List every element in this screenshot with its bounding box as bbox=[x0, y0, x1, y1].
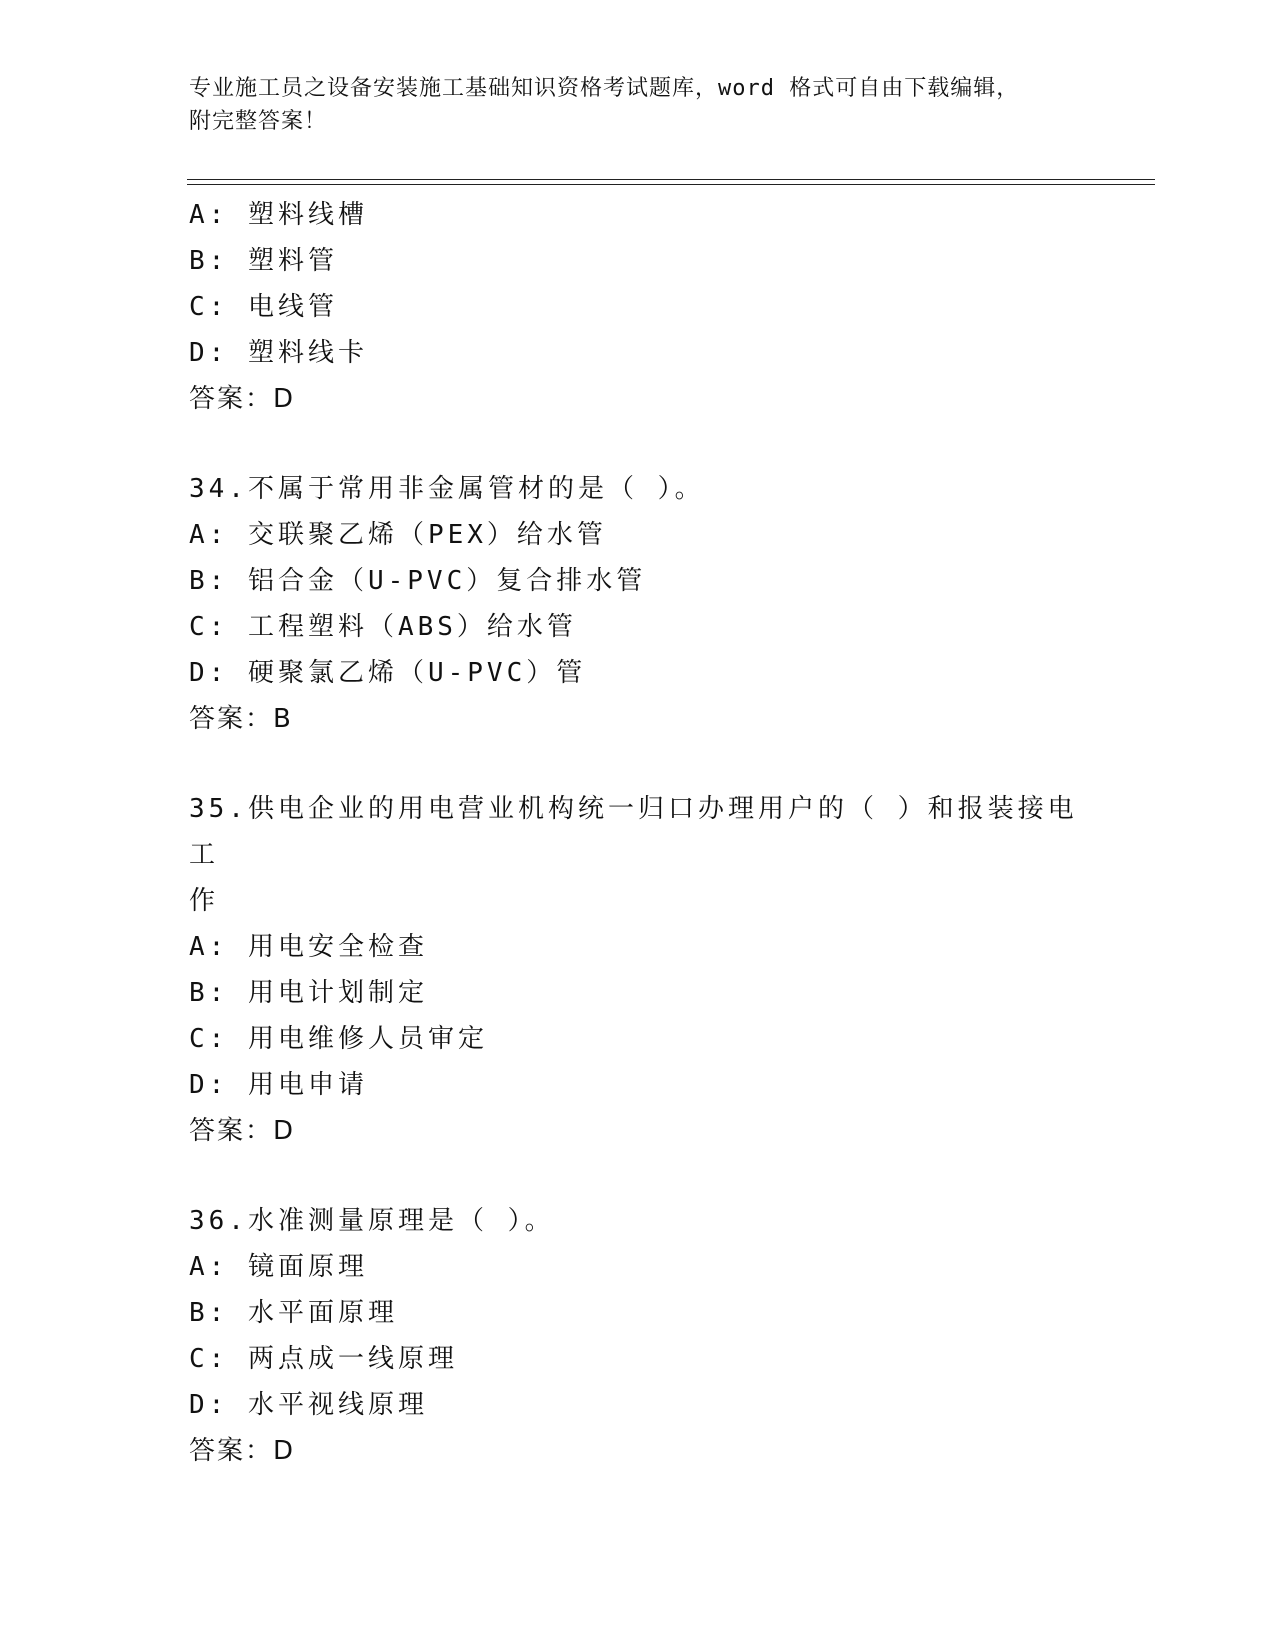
question-block-33 bbox=[189, 192, 1089, 422]
option-d: D: 硬聚氯乙烯（U-PVC）管 bbox=[189, 658, 587, 688]
answer-text: 答案：B bbox=[189, 704, 293, 734]
question-text-line-2: 作 bbox=[189, 886, 220, 916]
option-a: A: 用电安全检查 bbox=[189, 932, 428, 962]
option-c: C: 用电维修人员审定 bbox=[189, 1024, 488, 1054]
option-b: B: 用电计划制定 bbox=[189, 978, 428, 1008]
option-a: A: 交联聚乙烯（PEX）给水管 bbox=[189, 520, 607, 550]
question-block-36 bbox=[189, 1198, 1089, 1474]
question-block-34 bbox=[189, 466, 1089, 742]
option-d: D: 塑料线卡 bbox=[189, 338, 368, 368]
option-c: C: 工程塑料（ABS）给水管 bbox=[189, 612, 577, 642]
option-d: D: 用电申请 bbox=[189, 1070, 368, 1100]
question-block-35 bbox=[189, 786, 1089, 1154]
answer-text: 答案：D bbox=[189, 384, 296, 414]
option-b: B: 水平面原理 bbox=[189, 1298, 398, 1328]
answer-text: 答案：D bbox=[189, 1116, 296, 1146]
answer-text: 答案：D bbox=[189, 1436, 296, 1466]
document-header bbox=[189, 72, 1089, 138]
option-c: C: 两点成一线原理 bbox=[189, 1344, 458, 1374]
option-c: C: 电线管 bbox=[189, 292, 338, 322]
question-list bbox=[189, 192, 1089, 1474]
option-a: A: 镜面原理 bbox=[189, 1252, 368, 1282]
option-d: D: 水平视线原理 bbox=[189, 1390, 428, 1420]
option-a: A: 塑料线槽 bbox=[189, 200, 368, 230]
header-divider-top bbox=[187, 179, 1155, 180]
option-b: B: 塑料管 bbox=[189, 246, 338, 276]
question-text: 36.水准测量原理是（ ）。 bbox=[189, 1206, 555, 1236]
question-text-line-1: 35.供电企业的用电营业机构统一归口办理用户的（ ）和报装接电工 bbox=[189, 794, 1078, 870]
question-text: 34.不属于常用非金属管材的是（ ）。 bbox=[189, 474, 705, 504]
option-b: B: 铝合金（U-PVC）复合排水管 bbox=[189, 566, 647, 596]
header-divider-bottom bbox=[187, 184, 1155, 185]
header-line-1: 专业施工员之设备安装施工基础知识资格考试题库，word 格式可自由下载编辑， bbox=[189, 76, 1020, 101]
header-line-2: 附完整答案！ bbox=[189, 109, 328, 134]
